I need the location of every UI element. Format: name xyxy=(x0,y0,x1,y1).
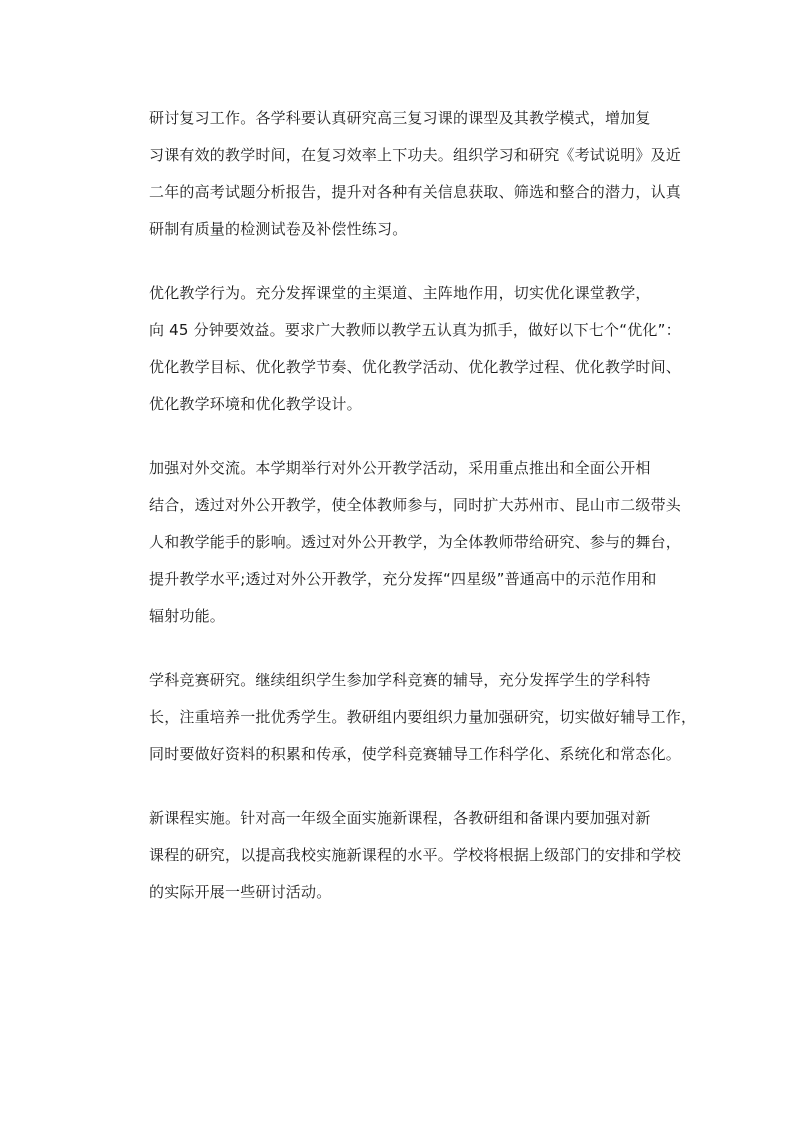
text-line: 研讨复习工作。各学科要认真研究高三复习课的课型及其教学模式，增加复 xyxy=(149,109,651,127)
text-line: 新课程实施。针对高一年级全面实施新课程，各教研组和备课内要加强对新 xyxy=(149,809,651,827)
paragraph-competition-research xyxy=(119,662,697,773)
text-line: 习课有效的教学时间，在复习效率上下功夫。组织学习和研究《考试说明》及近 xyxy=(149,146,682,164)
text-line: 长，注重培养一批优秀学生。教研组内要组织力量加强研究，切实做好辅导工作， xyxy=(149,708,697,726)
text-line: 学科竞赛研究。继续组织学生参加学科竞赛的辅导，充分发挥学生的学科特 xyxy=(149,671,651,689)
text-line: 人和教学能手的影响。透过对外公开教学，为全体教师带给研究、参与的舞台， xyxy=(149,533,682,551)
text-line: 优化教学行为。充分发挥课堂的主渠道、主阵地作用，切实优化课堂教学， xyxy=(149,284,651,302)
text-line: 的实际开展一些研讨活动。 xyxy=(149,883,332,901)
text-line: 二年的高考试题分析报告，提升对各种有关信息获取、筛选和整合的潜力，认真 xyxy=(149,183,682,201)
paragraph-new-curriculum xyxy=(119,800,682,911)
document-page xyxy=(119,100,697,938)
text-line: 优化教学环境和优化教学设计。 xyxy=(149,395,362,413)
text-line: 加强对外交流。本学期举行对外公开教学活动，采用重点推出和全面公开相 xyxy=(149,459,651,477)
text-line: 研制有质量的检测试卷及补偿性练习。 xyxy=(149,220,408,238)
text-line: 提升教学水平;透过对外公开教学，充分发挥“四星级”普通高中的示范作用和 xyxy=(149,570,657,588)
text-line: 同时要做好资料的积累和传承，使学科竞赛辅导工作科学化、系统化和常态化。 xyxy=(149,745,682,763)
text-line: 辐射功能。 xyxy=(149,607,226,625)
paragraph-review-work xyxy=(119,100,682,248)
text-line: 课程的研究，以提高我校实施新课程的水平。学校将根据上级部门的安排和学校 xyxy=(149,846,682,864)
text-line: 优化教学目标、优化教学节奏、优化教学活动、优化教学过程、优化教学时间、 xyxy=(149,358,682,376)
text-line: 向 45 分钟要效益。要求广大教师以教学五认真为抓手，做好以下七个“优化”： xyxy=(149,321,681,339)
paragraph-external-exchange xyxy=(119,450,682,635)
paragraph-optimize-teaching xyxy=(119,275,682,423)
text-line: 结合，透过对外公开教学，使全体教师参与，同时扩大苏州市、昆山市二级带头 xyxy=(149,496,682,514)
